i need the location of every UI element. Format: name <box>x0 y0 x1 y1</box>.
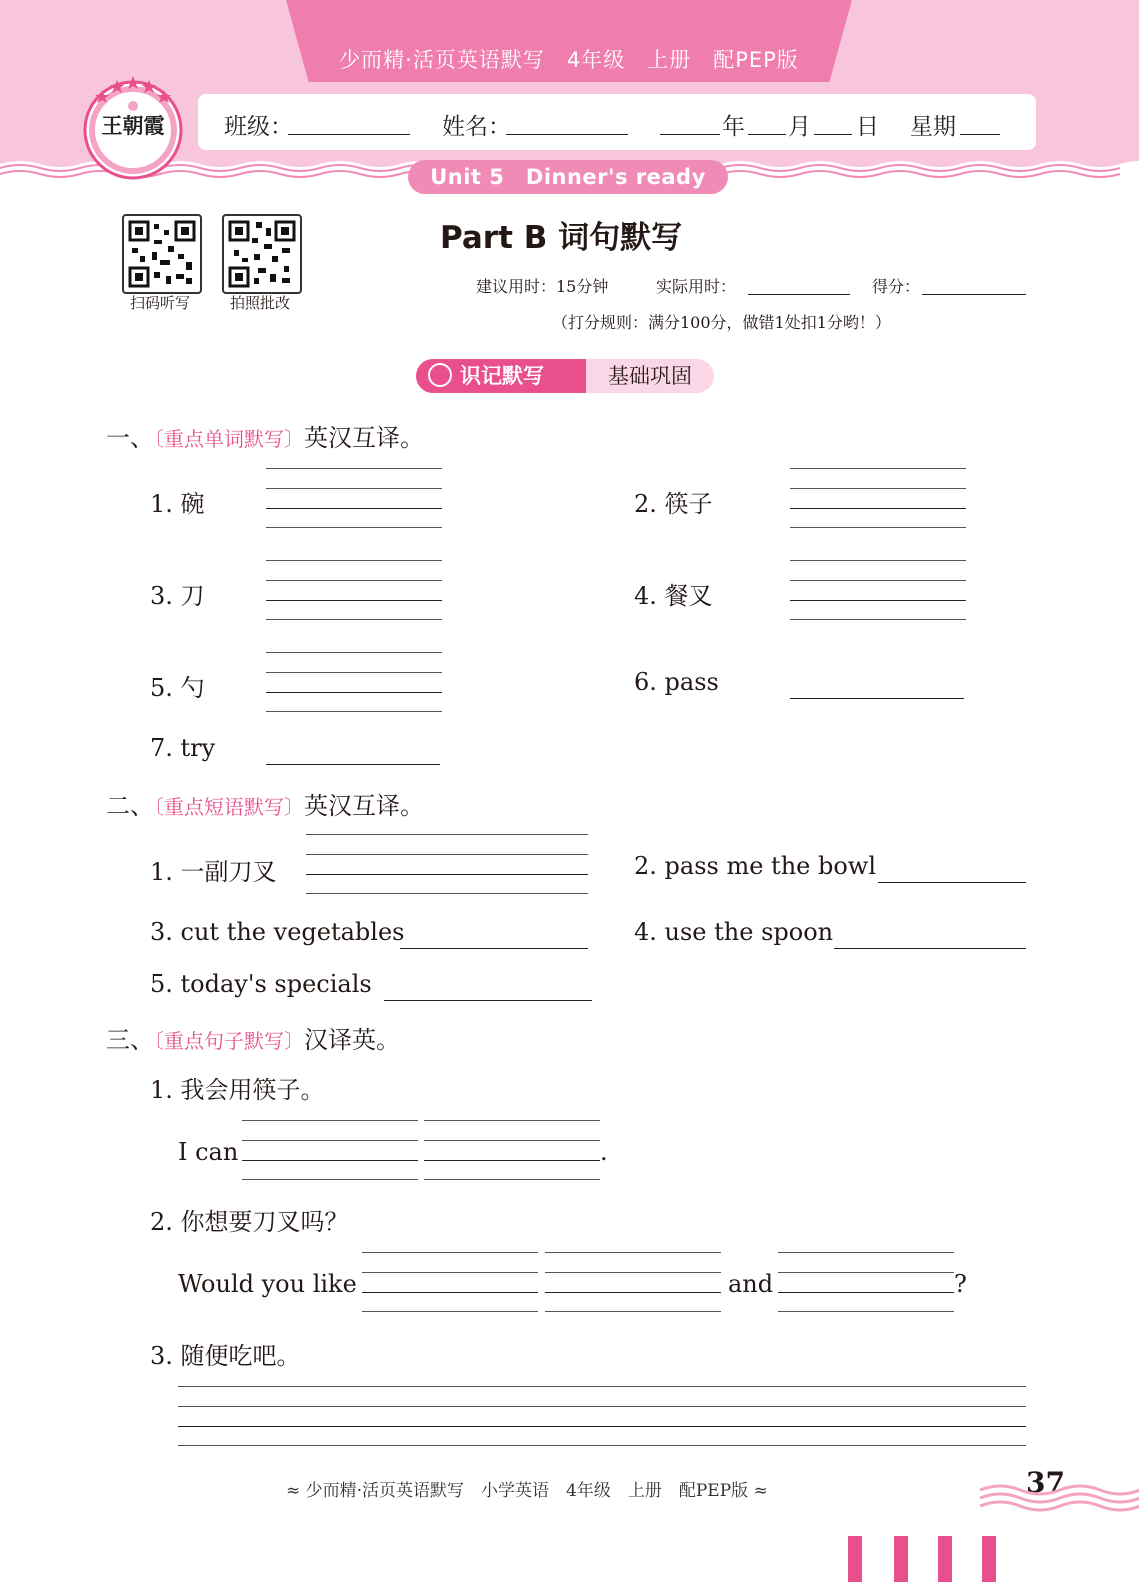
actual-time-label: 实际用时： <box>656 277 737 296</box>
qr-label-correct: 拍照批改 <box>229 294 290 312</box>
s3-item-1-en-end: . <box>600 1138 608 1166</box>
edge-stripe <box>894 1536 908 1582</box>
month-field[interactable] <box>748 134 786 135</box>
s1-item-4: 4. 餐叉 <box>634 582 713 610</box>
s2-item-1: 1. 一副刀叉 <box>150 858 277 886</box>
part-title: Part B 词句默写 <box>440 220 683 256</box>
year-label: 年 <box>722 114 745 140</box>
logo-text: 王朝霞 <box>101 113 165 138</box>
s1-item-1: 1. 碗 <box>150 490 205 518</box>
s1-answer-1[interactable] <box>266 468 442 528</box>
s1-item-2: 2. 筷子 <box>634 490 713 518</box>
section1-heading <box>106 418 424 453</box>
s2-item-3: 3. cut the vegetables <box>150 918 405 946</box>
s1-item-7: 7. try <box>150 734 216 762</box>
section1-instr: 英汉互译。 <box>304 424 424 452</box>
s1-item-5: 5. 勺 <box>150 674 205 702</box>
name-label: 姓名： <box>442 114 511 140</box>
s3-answer-3[interactable] <box>178 1386 1026 1446</box>
section2-tag: 〔重点短语默写〕 <box>154 795 304 819</box>
s3-item-1-cn: 1. 我会用筷子。 <box>150 1076 325 1104</box>
s1-item-3: 3. 刀 <box>150 582 205 610</box>
scoring-rule: （打分规则：满分100分，做错1处扣1分哟！） <box>552 313 891 332</box>
s2-answer-4[interactable] <box>834 948 1026 949</box>
score-label: 得分： <box>872 277 921 296</box>
s3-item-2-en-mid: and <box>728 1270 774 1298</box>
section3-tag: 〔重点句子默写〕 <box>154 1029 304 1053</box>
day-field[interactable] <box>814 134 852 135</box>
badge-memorize <box>416 359 586 393</box>
s2-answer-1[interactable] <box>306 834 588 894</box>
s2-item-4: 4. use the spoon <box>634 918 834 946</box>
s3-answer-2b[interactable] <box>545 1252 721 1312</box>
qr-code-correct-icon[interactable] <box>222 214 302 294</box>
s3-item-3-cn: 3. 随便吃吧。 <box>150 1342 301 1370</box>
weekday-field[interactable] <box>960 134 1000 135</box>
s2-answer-5[interactable] <box>384 1000 592 1001</box>
edge-stripe <box>938 1536 952 1582</box>
year-field[interactable] <box>660 134 720 135</box>
qr-code-listen-icon[interactable] <box>122 214 202 294</box>
edge-stripe <box>982 1536 996 1582</box>
score-field[interactable] <box>922 294 1026 295</box>
s3-item-1-en-start: I can <box>178 1138 239 1166</box>
name-field[interactable] <box>506 134 628 135</box>
s1-answer-3[interactable] <box>266 560 442 620</box>
s3-item-2-en-end: ? <box>954 1270 967 1298</box>
suggested-time: 建议用时：15分钟 <box>476 277 609 296</box>
s3-answer-1b[interactable] <box>424 1120 600 1180</box>
medal-icon <box>428 363 452 387</box>
section3-heading <box>106 1020 400 1055</box>
month-label: 月 <box>788 114 811 140</box>
s3-item-2-en-start: Would you like <box>178 1270 357 1298</box>
s2-answer-2[interactable] <box>878 882 1026 883</box>
s3-answer-1a[interactable] <box>242 1120 418 1180</box>
actual-time-field[interactable] <box>748 294 850 295</box>
section3-num: 三、 <box>106 1026 154 1054</box>
class-field[interactable] <box>288 134 410 135</box>
s3-answer-2c[interactable] <box>778 1252 954 1312</box>
qr-label-listen: 扫码听写 <box>129 294 190 312</box>
s3-item-2-cn: 2. 你想要刀叉吗？ <box>150 1208 349 1236</box>
footer-text: ≈ 少而精·活页英语默写 小学英语 4年级 上册 配PEP版 ≈ <box>286 1481 768 1501</box>
footer-wave-decoration <box>980 1470 1139 1516</box>
s1-answer-5[interactable] <box>266 652 442 712</box>
unit-title: Unit 5 Dinner's ready <box>408 160 728 194</box>
class-label: 班级： <box>224 114 293 140</box>
section2-heading <box>106 786 424 821</box>
section1-num: 一、 <box>106 424 154 452</box>
s3-answer-2a[interactable] <box>362 1252 538 1312</box>
section3-instr: 汉译英。 <box>304 1026 400 1054</box>
s1-answer-6[interactable] <box>790 698 964 699</box>
day-label: 日 <box>856 114 879 140</box>
series-title: 少而精·活页英语默写 4年级 上册 配PEP版 <box>339 48 799 72</box>
section1-tag: 〔重点单词默写〕 <box>154 427 304 451</box>
s1-item-6: 6. pass <box>634 668 719 696</box>
s2-item-5: 5. today's specials <box>150 970 372 998</box>
badge-left-label: 识记默写 <box>460 364 544 388</box>
s2-item-2: 2. pass me the bowl <box>634 852 877 880</box>
section2-instr: 英汉互译。 <box>304 792 424 820</box>
badge-foundation: 基础巩固 <box>586 359 714 393</box>
weekday-label: 星期 <box>910 114 956 140</box>
edge-stripe <box>848 1536 862 1582</box>
s2-answer-3[interactable] <box>400 948 588 949</box>
s1-answer-2[interactable] <box>790 468 966 528</box>
page-number: 37 <box>1026 1466 1065 1499</box>
section2-num: 二、 <box>106 792 154 820</box>
s1-answer-7[interactable] <box>266 764 440 765</box>
s1-answer-4[interactable] <box>790 560 966 620</box>
